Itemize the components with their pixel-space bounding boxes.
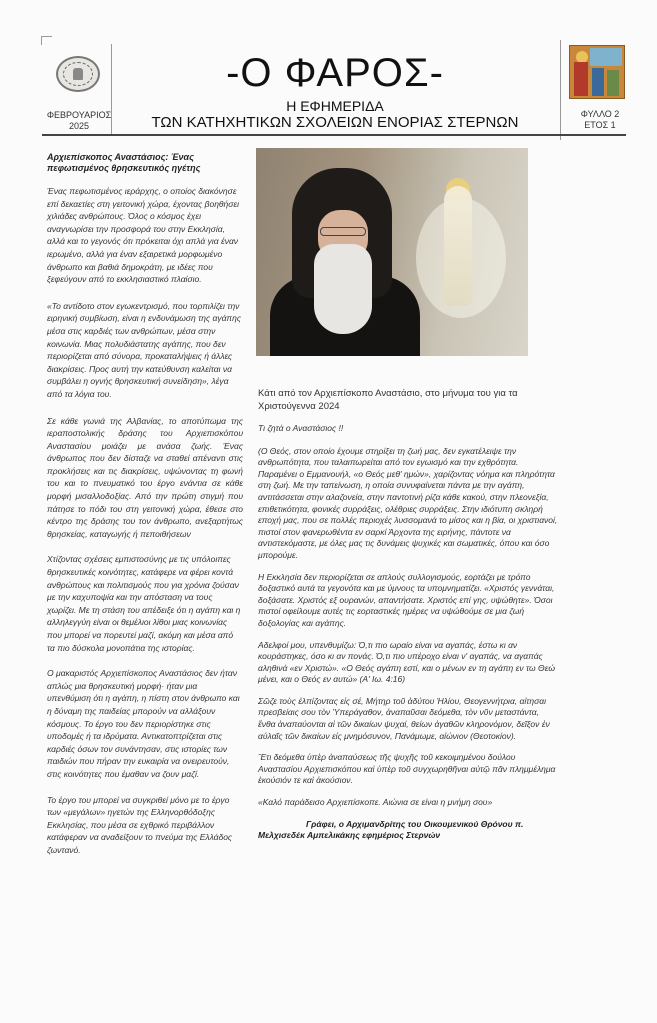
article-paragraph: Η Εκκλησία δεν περιορίζεται σε απλούς συλλογισμούς, εορτάζει με τρόπο δοξαστικό αυτά τα γεγονότα και με ύμνους τα υπομνηματίζει. «Χριστός γεννάται, δοξάσατε. Χριστός εξ ουρανών, απαντήσατε. Χριστός επί γης, υψώθητε». Όσοι πιστοί οφείλουμε αυτές τις εορταστικές ημέρες να υψώθούμε σε μια ζωή δοξολογίας και αγάπης. bbox=[258, 571, 555, 628]
newspaper-subtitle: Η ΕΦΗΜΕΡΙΔΑ bbox=[286, 98, 384, 114]
corner-crop-mark bbox=[41, 36, 52, 45]
article-paragraph: Χτίζοντας σχέσεις εμπιστοσύνης με τις υπόλοιπες θρησκευτικές κοινότητες, κατάφερε να φέρει κοντά ανθρώπους και πολιτισμούς που για χρόνια ζούσαν με την καχυποψία και την απόσταση να τους χωρίζει. Με τη στάση του απέδειξε ότι η αγάπη και η αλληλεγγύη είναι οι θεμέλιοι λίθοι μιας κοινωνίας που μπορεί να πορευτεί μαζί, ακόμη και μέσα από τα πιο δύσκολα μονοπάτια της ιστορίας. bbox=[47, 554, 241, 653]
archbishop-photo bbox=[256, 148, 528, 356]
issue-date bbox=[44, 110, 114, 132]
sheet-number: ΦΥΛΛΟ 2 bbox=[580, 109, 620, 119]
left-article bbox=[47, 152, 243, 857]
issue-year-number: ΕΤΟΣ 1 bbox=[584, 120, 616, 130]
article-paragraph: «Το αντίδοτο στον εγωκεντρισμό, που τορπιλίζει την ειρηνική συμβίωση, είναι η ενδυνάμωση της αγάπης μέσα στις καρδιές των ανθρώπων, μέσα στην κοινωνία. Μιας πολυδιάστατης αγάπης, που δεν περιορίζεται από σύνορα, προκαταλήψεις ή άλλες διακρίσεις. Προς αυτή την κατεύθυνση καλείται να συμβάλει η ογνής θρησκευτική συνείδηση», λέγα από τα λόγια του. bbox=[47, 300, 241, 399]
icon-figure bbox=[607, 70, 619, 96]
issue-month: ΦΕΒΡΟΥΑΡΙΟΣ bbox=[46, 110, 112, 120]
header-divider-right bbox=[560, 40, 561, 140]
religious-icon-image bbox=[569, 45, 625, 99]
article-paragraph: Ἔτι δεόμεθα ὑπὲρ ἀναπαύσεως τῆς ψυχῆς τοῦ κεκοιμημένου δούλου Αναστασίου Αρχιεπισκόπου καὶ ὑπὲρ τοῦ συγχωρηθῆναι αὐτῷ πᾶν πλημμέλημα ἑκούσιόν τε καὶ ἀκούσιον. bbox=[258, 752, 556, 786]
newspaper-title: -Ο ΦΑΡΟΣ- bbox=[226, 51, 444, 95]
article-question: Τι ζητά ο Αναστάσιος !! bbox=[258, 423, 344, 433]
article-paragraph: (Ο Θεός, στον οποίο έχουμε στηρίξει τη ζωή μας, δεν εγκατέλειψε την ανθρωπότητα, που ταλαιπωρείται από τον εγωισμό και την εχθρότητα. Παραμένει ο Εμμανουήλ, «ο Θεός μεθ' ημών», χαρίζοντας νόημα και πληρότητα στη ζωή. Με την ταπείνωση, η οποία συνυφαίνεται πάντα με την αγάπη, αντιτάσσεται στην αλαζονεία, στην παντοτινή ρίζα κάθε κακού, στην πλεονεξία, επιθετικότητα, φονικές συρράξεις, ολέθριες συρράξεις. Στην ιδιότυπη σκληρή εποχή μας, που σε πολλές περιοχές λυσσομανά το μίσος και η βία, οι χριστιανοί, πιστοί στον φανερωθέντα εν σαρκί Άρχοντα της ειρήνης, πάντοτε να αντιστεκόμαστε, με όλες μας τις δυνάμεις ψυχικές και σωματικές, όπου και όσο μπορούμε. bbox=[258, 445, 558, 560]
right-article bbox=[258, 388, 558, 842]
photo-beard bbox=[314, 244, 372, 334]
issue-number bbox=[565, 109, 635, 131]
photo-glasses bbox=[320, 227, 366, 236]
icon-sky bbox=[590, 48, 622, 66]
icon-figure bbox=[574, 62, 588, 96]
newspaper-publisher: ΤΩΝ ΚΑΤΗΧΗΤΙΚΩΝ ΣΧΟΛΕΙΩΝ ΕΝΟΡΙΑΣ ΣΤΕΡΝΩΝ bbox=[151, 114, 519, 131]
photo-christ-figure bbox=[444, 186, 472, 306]
article-paragraph: «Καλό παράδεισο Αρχιεπίσκοπε. Αιώνια σε είναι η μνήμη σου» bbox=[258, 797, 493, 808]
header-rule bbox=[42, 134, 626, 136]
article-paragraph: Ένας πεφωτισμένος ιεράρχης, ο οποίος διακόνησε επί δεκαετίες στη γειτονική χώρα, έχοντας βοηθήσει χιλιάδες ανθρώπους. Όλος ο κόσμος έχει αναγνωρίσει την προσφορά του στην Εκκλησία, αλλά και το γεγονός ότι πρόκειται όχι απλά για έναν ιερωμένο, αλλά για έναν εξαιρετικά μορφωμένο άνθρωπο και βαθιά δημοκράτη, με ιδέες που ξεφεύγουν από το εκκλησιαστικό πλαίσιο. bbox=[47, 186, 239, 285]
photo-caption: Κάτι από τον Αρχιεπίσκοπο Αναστάσιο, στο μήνυμα του για τα Χριστούγεννα 2024 bbox=[258, 388, 518, 412]
article-paragraph: Σῶζε τοὺς ἐλπίζοντας εἰς σέ, Μήτηρ τοῦ ἀδύτου Ἡλίου, Θεογεννήτρια, αἰτησαι πρεσβείαις σου τὸν Ὑπεράγαθον, ἀναπαῦσαι δεόμεθα, τὸν νῦν μεταστάντα, ἔνθα ἀναπαύονται αἱ τῶν δικαίων ψυχαί, θείων ἀγαθῶν κληρονόμον, δεῖξον ἐν αὐλαῖς τῶν δικαίων εἰς μνημόσυνον, Πανάμωμε, αἰώνιον (Θεοτοκίον). bbox=[258, 695, 550, 741]
article-paragraph: Το έργο του μπορεί να συγκριθεί μόνο με το έργο των «μεγάλων» ηγετών της Ελληνορθόδοξης Εκκλησίας, που μέσα σε εχθρικό περιβάλλον κατάφεραν να αναδείξουν το πνεύμα της Ελλάδος ζωντανό. bbox=[47, 794, 233, 855]
church-seal-logo bbox=[56, 56, 100, 92]
article-signature: Γράφει, ο Αρχιμανδρίτης του Οικουμενικού Θρόνου π. Μελχισεδέκ Αμπελικάκης εφημέριος Στερνών bbox=[258, 818, 524, 841]
article-paragraph: Σε κάθε γωνιά της Αλβανίας, το αποτύπωμα της ιεραποστολικής δράσης του Αρχιεπισκόπου Αναστασίου μοιάζει με ανάσα ζωής. Ένας άνθρωπος που δεν δίσταζε να σταθεί απέναντι στις προκλήσεις και τις διακρίσεις, υψώνοντας τη φωνή του και το πνευματικό του έργο ενάντια σε κάθε μορφή μισαλλοδοξίας. Από την πρώτη στιγμή που πάτησε το πόδι του στη γειτονική χώρα, έθεσε στο κέντρο της δράσης του τον άνθρωπο, ανεξαρτήτως θρησκείας, καταγωγής ή πεποιθήσεων bbox=[47, 415, 243, 539]
issue-year: 2025 bbox=[68, 121, 90, 131]
article-paragraph: Ο μακαριστός Αρχιεπίσκοπος Αναστάσιος δεν ήταν απλώς μια θρησκευτική μορφή· ήταν μια υπενθύμιση ότι η αγάπη, η πίστη στον άνθρωπο και η δύναμη της παιδείας μπορούν να αλλάξουν κόσμους. Το έργο του δεν περιορίστηκε στις υποδομές ή τα ιδρύματα. Αντικατοπτρίζεται στις καρδιές όσων τον συνάντησαν, στις ιστορίες των παιδιών που πήραν την ευκαιρία να ονειρευτούν, στις κοινότητες που έμαθαν να ζουν μαζί. bbox=[47, 668, 240, 779]
icon-figure bbox=[592, 68, 604, 96]
article-paragraph: Αδελφοί μου, υπενθυμίζω: Ό,τι πιο ωραίο είναι να αγαπάς, έστω κι αν κουράστηκες, όσο κι αν πονάς. Ό,τι πιο υπέροχο είναι ν' αγαπάς, να αγαπάς αληθινά «εν Χριστώ». «Ο Θεός αγάπη εστί, και ο μένων εν τη αγάπη εν τω Θεώ μένει, και ο Θεός εν αυτώ» (Α' Ιω. 4:16) bbox=[258, 639, 555, 685]
article-title: Αρχιεπίσκοπος Αναστάσιος: Ένας πεφωτισμένος θρησκευτικός ηγέτης bbox=[47, 152, 201, 173]
header-divider-left bbox=[111, 44, 112, 134]
